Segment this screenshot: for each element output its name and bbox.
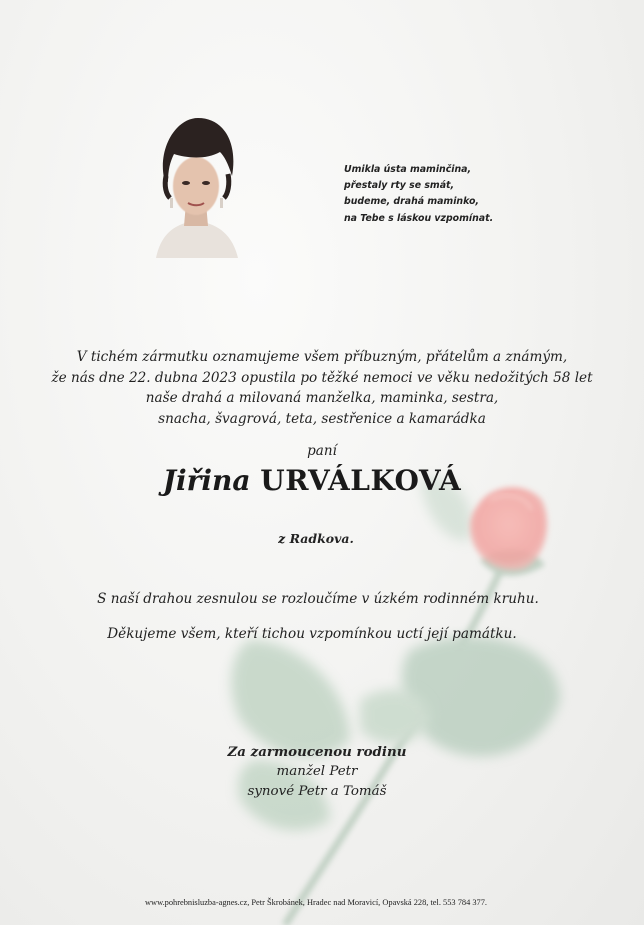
verse-line: na Tebe s láskou vzpomínat.	[344, 212, 494, 224]
verse-line: přestaly rty se smát,	[344, 180, 455, 192]
verse-line: Umikla ústa maminčina,	[344, 164, 472, 175]
deceased-name	[0, 464, 624, 497]
origin-town: z Radkova.	[278, 531, 354, 546]
funeral-service-footer: www.pohrebnisluzba-agnes.cz, Petr Škrobánek, Hradec nad Moravicí, Opavská 228, tel. 553 784 377.	[144, 898, 488, 907]
mourner-line: manžel Petr	[276, 764, 358, 779]
last-name: URVÁLKOVÁ	[260, 464, 462, 497]
announcement-line: snacha, švagrová, teta, sestřenice a kamarádka	[158, 410, 486, 427]
verse-line: budeme, drahá maminko,	[344, 196, 479, 208]
mourners-block	[0, 742, 634, 802]
title-prefix: paní	[307, 443, 337, 459]
thanks-note: Děkujeme všem, kteří tichou vzpomínkou uctí její památku.	[107, 626, 517, 642]
announcement-line: V tichém zármutku oznamujeme všem příbuzným, přátelům a známým,	[76, 349, 568, 365]
first-name: Jiřina	[162, 464, 251, 497]
mourner-line: synové Petr a Tomáš	[247, 784, 387, 799]
farewell-note: S naší drahou zesnulou se rozloučíme v úzkém rodinném kruhu.	[97, 591, 539, 607]
memorial-verse	[344, 162, 584, 227]
portrait-photo	[146, 108, 246, 258]
death-announcement	[40, 347, 604, 429]
mourners-heading: Za zarmoucenou rodinu	[227, 744, 407, 760]
announcement-line: že nás dne 22. dubna 2023 opustila po těžké nemoci ve věku nedožitých 58 let	[51, 369, 593, 386]
announcement-line: naše drahá a milovaná manželka, maminka, sestra,	[145, 390, 499, 406]
